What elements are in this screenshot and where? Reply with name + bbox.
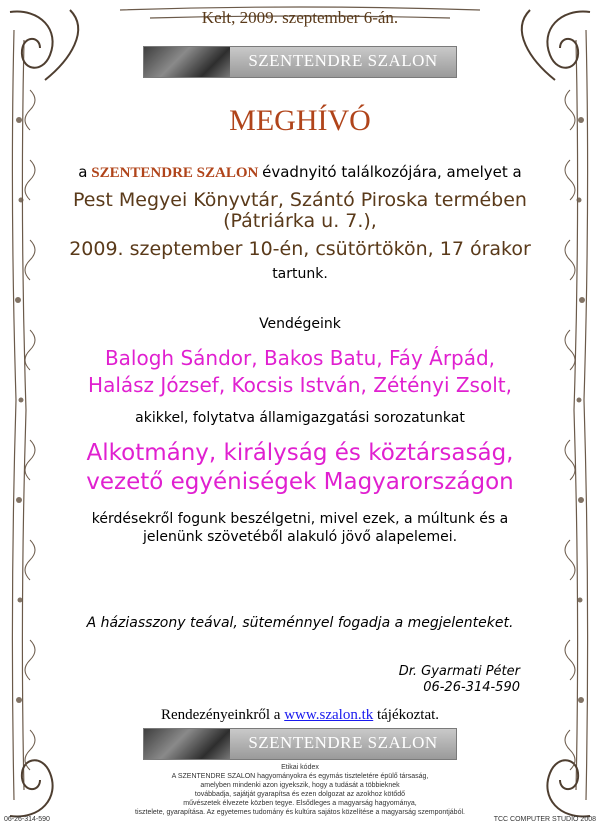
signature-name: Dr. Gyarmati Péter: [398, 664, 520, 679]
footer-left: 06-26-314-590: [4, 816, 50, 823]
venue-line-2: (Pátriárka u. 7.),: [223, 210, 377, 232]
website-link[interactable]: www.szalon.tk: [284, 707, 374, 723]
intro-line: [0, 163, 600, 182]
handshake-image: [144, 47, 230, 77]
events-info-line: [0, 707, 600, 724]
ethics-line-3: továbbadja, sajátját gyarapítsa és ezen dolgozat az azokhoz kötődő: [194, 791, 406, 798]
topic-line-1: Alkotmány, királyság és köztársaság,: [86, 440, 514, 466]
guests-line-1: Balogh Sándor, Bakos Batu, Fáy Árpád,: [104, 346, 496, 370]
guests-after-text: akikkel, folytatva államigazgatási sorozatunkat: [135, 410, 465, 426]
banner-text: SZENTENDRE SZALON: [248, 51, 438, 70]
topic-line-2: vezető egyéniségek Magyarországon: [86, 469, 514, 495]
event-datetime: 2009. szeptember 10-én, csütörtökön, 17 órakor: [69, 238, 531, 260]
intro-org: SZENTENDRE SZALON: [91, 165, 259, 181]
szalon-banner-top: [143, 46, 457, 78]
guests-heading: Vendégeink: [259, 316, 341, 332]
tartunk-text: tartunk.: [272, 266, 328, 282]
ethics-line-2: amelyben mindenki azon igyekszik, hogy a tudását a többieknek: [200, 782, 400, 789]
footer-right: TCC COMPUTER STUDIO 2008: [493, 816, 596, 823]
events-info-suffix: tájékoztat.: [376, 707, 440, 723]
intro-prefix: a: [78, 163, 88, 181]
date-line: Kelt, 2009. szeptember 6-án.: [201, 8, 399, 27]
handshake-image: [144, 729, 230, 759]
page-title: MEGHÍVÓ: [229, 104, 371, 137]
venue-line-1: Pest Megyei Könyvtár, Szántó Piroska termében: [73, 189, 527, 211]
ethics-line-5: tisztelete, gyarapítása. Az egyetemes tudomány és kultúra sajátos közelítése a magyarság szempontjából.: [135, 809, 465, 816]
szalon-banner-bottom: [143, 728, 457, 760]
ethics-title: Etikai kódex: [281, 764, 319, 771]
banner-text: SZENTENDRE SZALON: [248, 733, 438, 752]
hostess-line: A háziasszony teával, süteménnyel fogadja a megjelenteket.: [86, 615, 514, 631]
ethics-line-4: művészetek élvezete közben tegye. Elsődleges a magyarság hagyománya,: [183, 800, 417, 807]
intro-suffix: évadnyitó találkozójára, amelyet a: [262, 163, 522, 181]
events-info-prefix: Rendezényeinkről a: [160, 707, 281, 723]
ethics-line-1: A SZENTENDRE SZALON hagyományokra és egymás tiszteletére épülő társaság,: [171, 773, 429, 780]
signature-phone: 06-26-314-590: [423, 680, 520, 695]
topic-desc-2: jelenünk szövetéből alakuló jövő alapelemei.: [142, 529, 458, 545]
guests-line-2: Halász József, Kocsis István, Zétényi Zsolt,: [88, 373, 512, 397]
topic-desc-1: kérdésekről fogunk beszélgetni, mivel ezek, a múltunk és a: [91, 511, 509, 527]
